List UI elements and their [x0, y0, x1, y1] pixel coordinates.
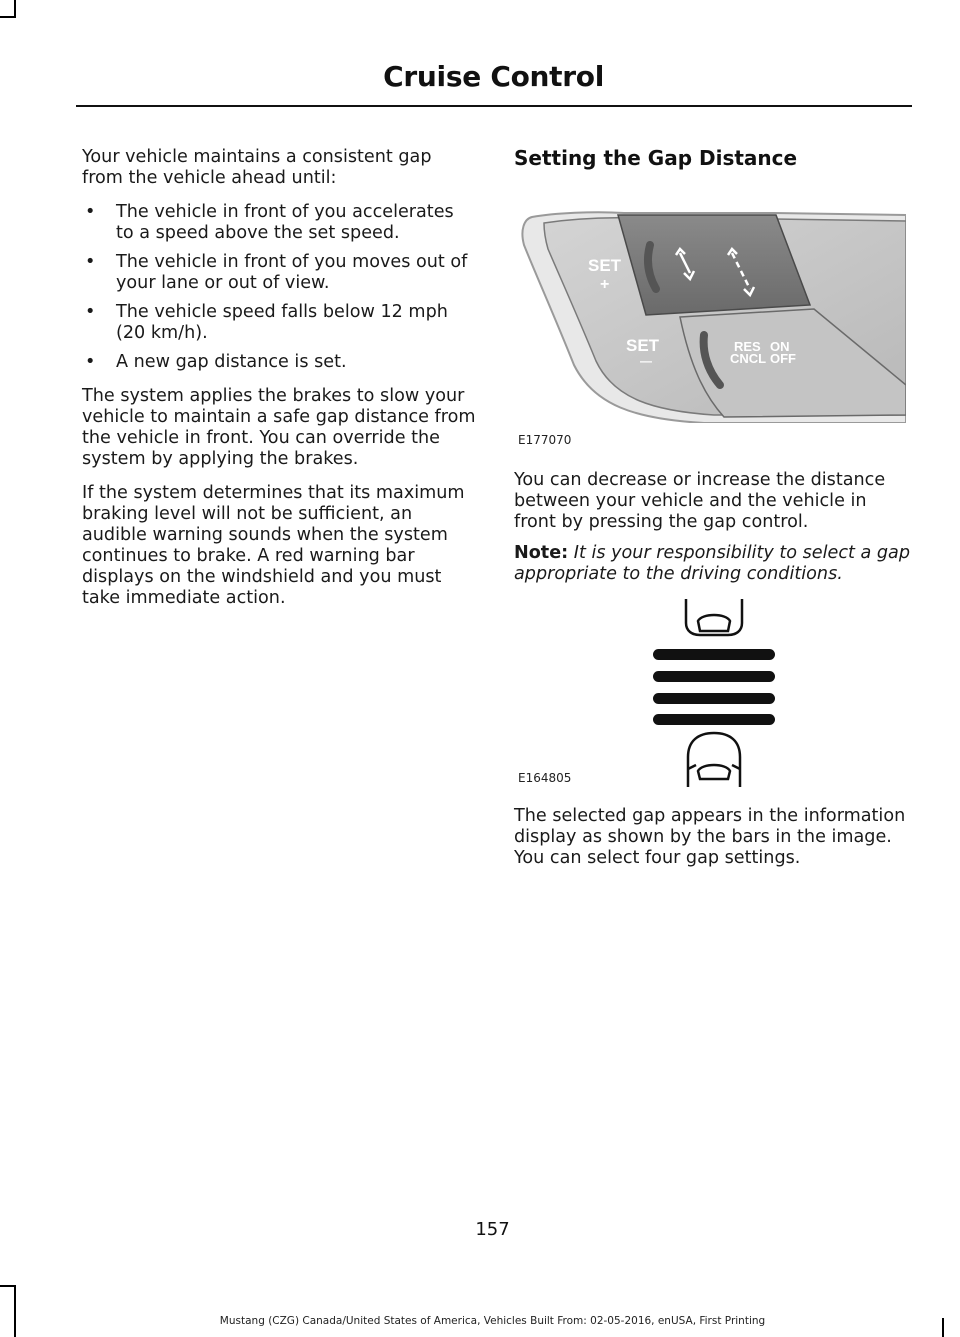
cruise-control-switch-illustration: [514, 205, 906, 423]
figure-code: E164805: [518, 771, 572, 785]
list-item: [82, 202, 476, 244]
left-column: [82, 147, 476, 622]
title-rule: [76, 105, 912, 107]
bullet-icon: •: [85, 252, 96, 272]
gap-control-paragraph: You can decrease or increase the distance between your vehicle and the vehicle in front by pressing the gap control.: [514, 470, 886, 532]
bullet-icon: •: [85, 352, 96, 372]
section-heading: Setting the Gap Distance: [514, 146, 798, 170]
braking-paragraph: The system applies the brakes to slow your vehicle to maintain a safe gap distance from the vehicle in front. You can override the system by applying the brakes.: [82, 386, 476, 469]
gap-bars: [653, 649, 775, 725]
warning-paragraph: If the system determines that its maximum braking level will not be sufficient, an audible warning sounds when the system continues to brake. A red warning bar displays on the windshield and you must take immediate action.: [82, 483, 465, 608]
selected-gap-paragraph: The selected gap appears in the information display as shown by the bars in the image. You can select four gap settings.: [514, 806, 906, 868]
gap-bar: [653, 714, 775, 725]
footer-text: Mustang (CZG) Canada/United States of America, Vehicles Built From: 02-05-2016, enUSA, First Printing: [219, 1315, 766, 1327]
list-item-text: A new gap distance is set.: [116, 352, 347, 372]
own-vehicle-icon: [688, 733, 740, 787]
gap-display-illustration: [648, 597, 780, 789]
list-item: [82, 352, 476, 373]
bullet-icon: •: [85, 202, 96, 222]
page-number: 157: [475, 1219, 510, 1240]
bullet-icon: •: [85, 302, 96, 322]
intro-paragraph: Your vehicle maintains a consistent gap from the vehicle ahead until:: [82, 147, 432, 188]
gap-bar: [653, 693, 775, 704]
note-paragraph: [514, 543, 910, 585]
cncl-label: CNCL: [730, 351, 767, 366]
gap-bar: [653, 649, 775, 660]
crop-mark: [0, 16, 16, 18]
minus-label: —: [640, 354, 652, 368]
condition-list: [82, 202, 476, 373]
set-minus-label: SET: [626, 336, 660, 355]
note-label: Note:: [514, 543, 569, 563]
list-item-text: The vehicle speed falls below 12 mph (20 km/h).: [116, 302, 448, 343]
list-item: [82, 252, 476, 294]
off-label: OFF: [770, 351, 796, 366]
set-plus-label: SET: [588, 256, 622, 275]
crop-mark: [14, 0, 16, 16]
plus-label: +: [600, 276, 610, 293]
crop-mark: [0, 1285, 16, 1287]
list-item: [82, 302, 476, 344]
figure-code: E177070: [518, 433, 572, 447]
crop-mark: [14, 1285, 16, 1337]
list-item-text: The vehicle in front of you moves out of your lane or out of view.: [116, 252, 468, 293]
res-label: RES: [734, 339, 761, 354]
list-item-text: The vehicle in front of you accelerates to a speed above the set speed.: [116, 202, 454, 243]
page-title: Cruise Control: [383, 60, 604, 93]
note-text: It is your responsibility to select a gap appropriate to the driving conditions.: [514, 543, 910, 584]
on-label: ON: [770, 339, 790, 354]
gap-bar: [653, 671, 775, 682]
vehicle-ahead-icon: [686, 599, 742, 635]
